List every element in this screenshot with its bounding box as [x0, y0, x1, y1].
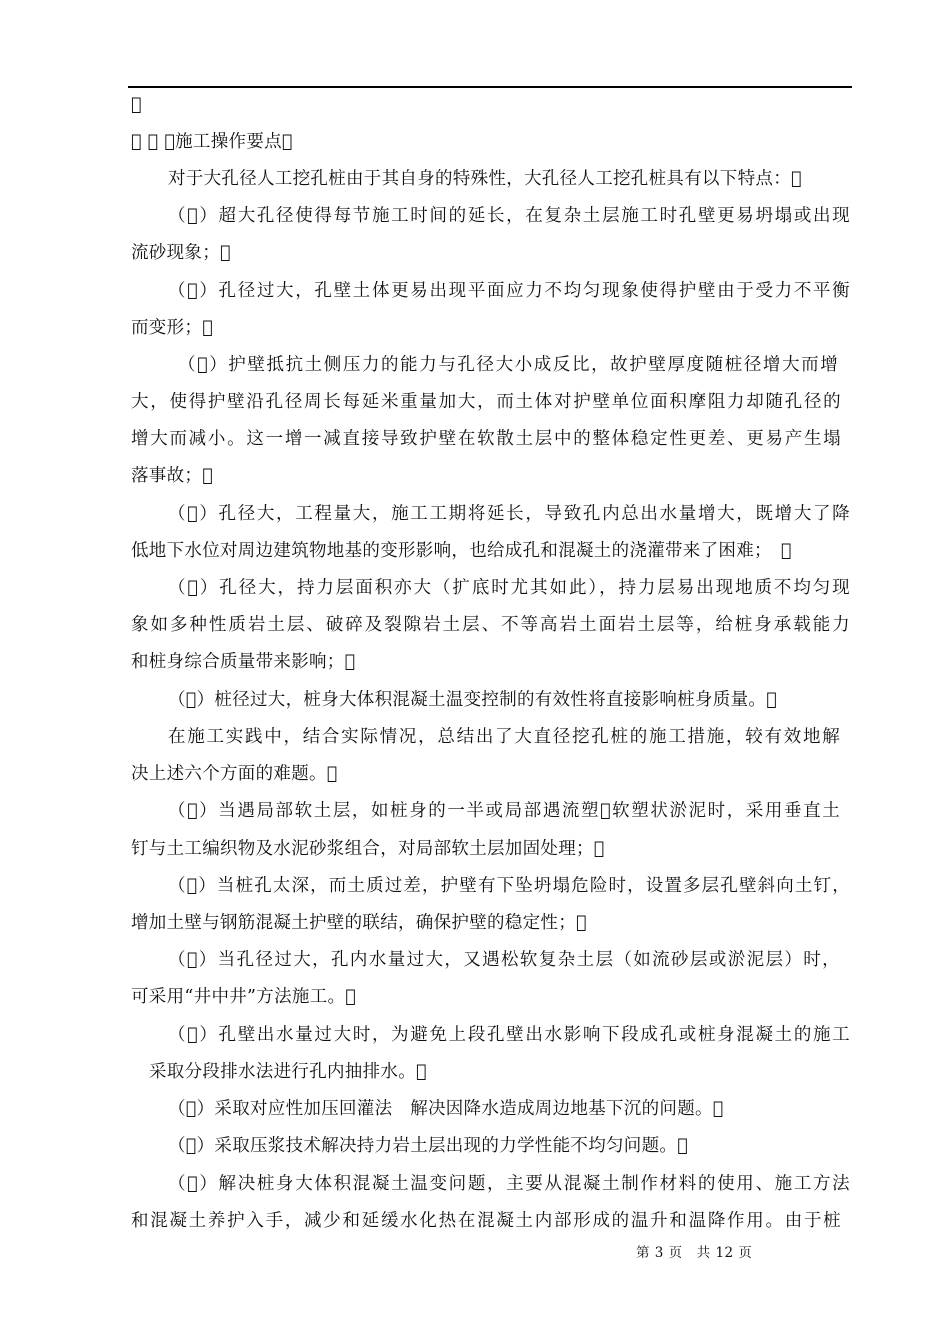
- header-rule: [128, 86, 852, 88]
- text-line: （ ）采取压浆技术解决持力岩土层出现的力学性能不均匀问题。 : [168, 1136, 689, 1156]
- text-line: （ ）护壁抵抗土侧压力的能力与孔径大小成反比，故护壁厚度随桩径增大而增: [178, 355, 838, 375]
- text-line: 采取分段排水法进行孔内抽排水。 : [149, 1062, 427, 1082]
- text-line: 和混凝土养护入手，减少和延缓水化热在混凝土内部形成的温升和温降作用。由于桩: [131, 1211, 841, 1231]
- text-line: （ ）当孔径过大，孔内水量过大，又遇松软复杂土层（如流砂层或淤泥层）时，: [168, 950, 840, 970]
- text-line: 增加土壁与钢筋混凝土护壁的联结，确保护壁的稳定性； : [131, 913, 587, 933]
- text-line: 增大而减小。这一增一减直接导致护壁在软散土层中的整体稳定性更差、更易产生塌: [131, 429, 841, 449]
- text-line: 落事故； : [131, 466, 214, 486]
- text-line: （ ）解决桩身大体积混凝土温变问题，主要从混凝土制作材料的使用、施工方法: [168, 1174, 850, 1194]
- text-line: 低地下水位对周边建筑物地基的变形影响，也给成孔和混凝土的浇灌带来了困难；  : [131, 541, 792, 561]
- text-line:  : [131, 95, 142, 115]
- text-line: 流砂现象； : [131, 243, 231, 263]
- text-line: （ ）孔壁出水量过大时，为避免上段孔壁出水影响下段成孔或桩身混凝土的施工: [168, 1025, 850, 1045]
- text-line: （ ）孔径大，持力层面积亦大（扩底时尤其如此），持力层易出现地质不均匀现: [168, 578, 850, 598]
- text-line: 和桩身综合质量带来影响； : [131, 652, 356, 672]
- text-line: （ ）采取对应性加压回灌法 解决因降水造成周边地基下沉的问题。 : [168, 1099, 724, 1119]
- text-line: （ ）当桩孔太深，而土质过差，护壁有下坠坍塌危险时，设置多层孔壁斜向土钉，: [168, 876, 850, 896]
- text-line: （ ）孔径大，工程量大，施工工期将延长，导致孔内总出水量增大，既增大了降: [168, 504, 850, 524]
- text-line: 而变形； : [131, 318, 214, 338]
- text-line: （ ）超大孔径使得每节施工时间的延长，在复杂土层施工时孔壁更易坍塌或出现: [168, 206, 850, 226]
- text-line: 对于大孔径人工挖孔桩由于其自身的特殊性，大孔径人工挖孔桩具有以下特点： : [168, 169, 802, 189]
- text-line: 大，使得护壁沿孔径周长每延米重量加大，而土体对护壁单位面积摩阻力却随孔径的: [131, 392, 841, 412]
- page-number: 第 3 页 共 12 页: [636, 1245, 753, 1261]
- text-line: 决上述六个方面的难题。 : [131, 764, 338, 784]
- text-line: （ ）当遇局部软土层，如桩身的一半或局部遇流塑 软塑状淤泥时，采用垂直土: [168, 801, 840, 821]
- text-line: （ ）桩径过大，桩身大体积混凝土温变控制的有效性将直接影响桩身质量。 : [168, 690, 778, 710]
- text-line: 钉与土工编织物及水泥砂浆组合，对局部软土层加固处理； : [131, 839, 605, 859]
- text-line: 象如多种性质岩土层、破碎及裂隙岩土层、不等高岩土面岩土层等，给桩身承载能力: [131, 615, 850, 635]
- text-line: 可采用“井中井”方法施工。 : [131, 987, 357, 1007]
- text-line: 在施工实践中，结合实际情况，总结出了大直径挖孔桩的施工措施，较有效地解: [168, 727, 840, 747]
- section-heading:      施工操作要点 : [131, 132, 293, 152]
- text-line: （ ）孔径过大，孔壁土体更易出现平面应力不均匀现象使得护壁由于受力不平衡: [168, 281, 850, 301]
